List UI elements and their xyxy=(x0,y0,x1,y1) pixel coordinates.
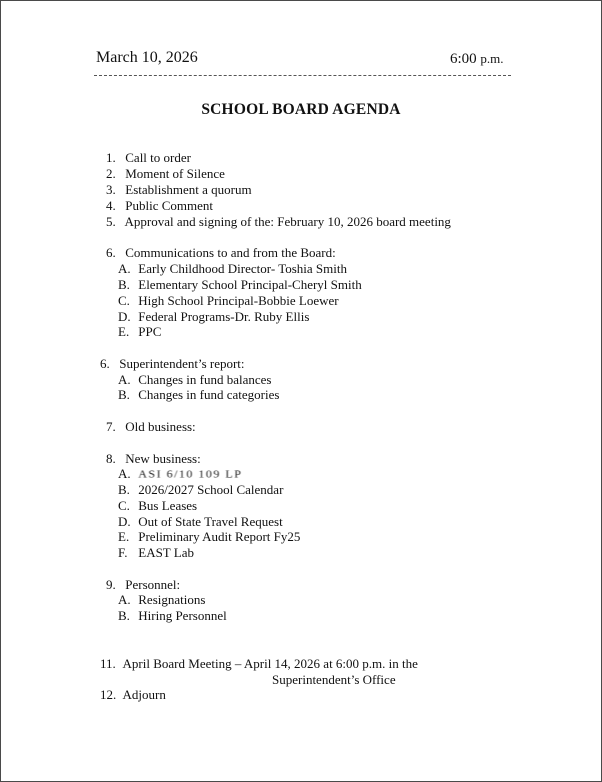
sub-item-text: PPC xyxy=(138,324,162,339)
item-number: 6. xyxy=(100,356,110,371)
meeting-date: March 10, 2026 xyxy=(96,49,198,66)
item-number: 8. xyxy=(106,451,116,466)
sub-item-text: 2026/2027 School Calendar xyxy=(138,482,284,497)
sub-item xyxy=(118,498,197,514)
sub-item-text: Elementary School Principal-Cheryl Smith xyxy=(138,277,362,292)
item-text: Call to order xyxy=(125,150,191,165)
sub-item xyxy=(118,608,227,624)
agenda-item-11 xyxy=(100,656,418,672)
item-text: Old business: xyxy=(125,419,196,434)
sub-item-letter: B. xyxy=(118,482,130,497)
sub-item-text: Bus Leases xyxy=(138,498,198,513)
agenda-item-8 xyxy=(106,451,201,467)
sub-item-text: Changes in fund categories xyxy=(138,387,280,402)
item-text: Establishment a quorum xyxy=(125,182,252,197)
meeting-time-pm: p.m. xyxy=(480,51,504,66)
sub-item-letter: B. xyxy=(118,387,130,402)
sub-item xyxy=(118,372,271,388)
sub-item-letter: B. xyxy=(118,277,130,292)
sub-item xyxy=(118,545,194,561)
sub-item xyxy=(118,529,300,545)
agenda-item-3 xyxy=(106,182,252,198)
sub-item-text: Federal Programs-Dr. Ruby Ellis xyxy=(138,309,310,324)
item-text: Superintendent’s report: xyxy=(119,356,245,371)
sub-item xyxy=(118,293,339,309)
sub-item-text: EAST Lab xyxy=(138,545,194,560)
sub-item-letter: F. xyxy=(118,545,128,560)
sub-item-letter: A. xyxy=(118,261,131,276)
sub-item-text: Early Childhood Director- Toshia Smith xyxy=(138,261,347,276)
sub-item xyxy=(118,592,205,608)
item-number: 2. xyxy=(106,166,116,181)
agenda-item-2 xyxy=(106,166,225,182)
sub-item xyxy=(118,309,309,325)
sub-item-text: Resignations xyxy=(138,592,206,607)
item-number: 12. xyxy=(100,687,117,702)
item-text: Adjourn xyxy=(122,687,166,702)
item-number: 6. xyxy=(106,245,116,260)
agenda-item-11-continuation: Superintendent’s Office xyxy=(272,672,396,687)
sub-item-letter: E. xyxy=(118,529,130,544)
sub-item-text-obscured: ASI 6/10 109 LP xyxy=(138,468,243,480)
sub-item-letter: C. xyxy=(118,498,130,513)
sub-item-letter: D. xyxy=(118,514,131,529)
sub-item xyxy=(118,514,283,530)
item-number: 9. xyxy=(106,577,116,592)
sub-item-text: Changes in fund balances xyxy=(138,372,272,387)
sub-item xyxy=(118,482,283,498)
agenda-item-4 xyxy=(106,198,213,214)
sub-item-letter: C. xyxy=(118,293,130,308)
item-text: New business: xyxy=(125,451,201,466)
agenda-item-6-communications xyxy=(106,245,336,261)
item-number: 1. xyxy=(106,150,116,165)
meeting-time-value: 6:00 xyxy=(450,51,481,67)
item-text: April Board Meeting – April 14, 2026 at 6:00 p.m. in the xyxy=(122,656,418,671)
item-text: Personnel: xyxy=(125,577,181,592)
agenda-item-6-superintendent xyxy=(100,356,245,372)
agenda-item-1 xyxy=(106,150,191,166)
item-number: 5. xyxy=(106,214,116,229)
header-divider xyxy=(94,75,511,76)
sub-item-letter: A. xyxy=(118,372,131,387)
meeting-time xyxy=(450,51,504,68)
sub-item-text: High School Principal-Bobbie Loewer xyxy=(138,293,339,308)
sub-item-letter: A. xyxy=(118,466,131,481)
sub-item-text: Preliminary Audit Report Fy25 xyxy=(138,529,301,544)
sub-item-letter: E. xyxy=(118,324,130,339)
agenda-item-7 xyxy=(106,419,196,435)
item-number: 4. xyxy=(106,198,116,213)
sub-item-letter: B. xyxy=(118,608,130,623)
item-text: Approval and signing of the: February 10, 2026 board meeting xyxy=(124,214,451,229)
sub-item-text: Out of State Travel Request xyxy=(138,514,283,529)
item-text: Public Comment xyxy=(125,198,213,213)
item-text: Moment of Silence xyxy=(125,166,225,181)
sub-item xyxy=(118,277,362,293)
item-number: 3. xyxy=(106,182,116,197)
agenda-item-12 xyxy=(100,687,166,703)
item-number: 7. xyxy=(106,419,116,434)
agenda-item-5 xyxy=(106,214,451,230)
sub-item-letter: A. xyxy=(118,592,131,607)
agenda-item-9 xyxy=(106,577,180,593)
sub-item xyxy=(118,466,242,482)
item-number: 11. xyxy=(100,656,116,671)
sub-item xyxy=(118,387,279,403)
page-title: SCHOOL BOARD AGENDA xyxy=(201,101,401,118)
sub-item xyxy=(118,324,161,340)
sub-item-text: Hiring Personnel xyxy=(138,608,227,623)
sub-item-letter: D. xyxy=(118,309,131,324)
item-text: Communications to and from the Board: xyxy=(125,245,336,260)
sub-item xyxy=(118,261,347,277)
